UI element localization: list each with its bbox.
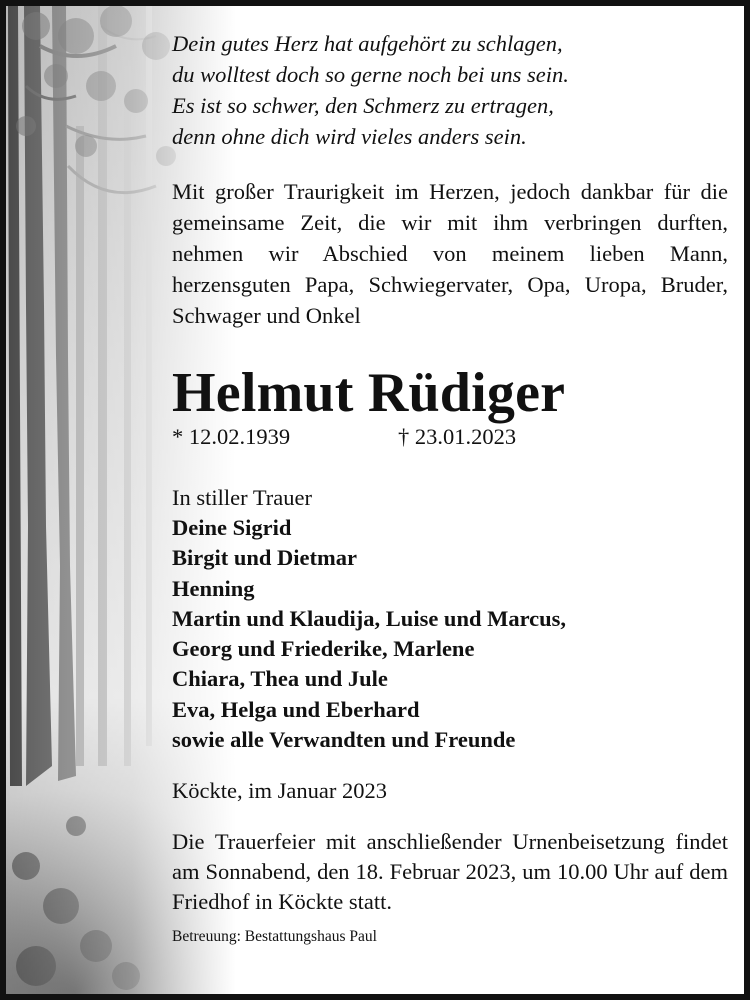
poem-line: Es ist so schwer, den Schmerz zu ertragen,: [172, 93, 554, 118]
ceremony-info: Die Trauerfeier mit anschließender Urnenbeisetzung findet am Sonnabend, den 18. Februar 2023, um 10.00 Uhr auf dem Friedhof in Köckte statt.: [172, 829, 728, 915]
mourners-block: [172, 483, 728, 755]
place-and-date: Köckte, im Januar 2023: [172, 778, 387, 804]
mourner-line: Henning: [172, 575, 255, 601]
mourner-line: Georg und Friederike, Marlene: [172, 636, 475, 662]
funeral-home-credit: Betreuung: Bestattungshaus Paul: [172, 928, 377, 946]
poem-line: du wolltest doch so gerne noch bei uns sein.: [172, 62, 569, 87]
mourners-list: [172, 513, 728, 755]
mourner-line: Deine Sigrid: [172, 515, 292, 540]
intro-text: Mit großer Traurigkeit im Herzen, jedoch dankbar für die gemeinsame Zeit, die wir mit ihm verbringen durften, nehmen wir Abschied von meinem lieben Mann, herzensguten Papa, Schwiegervater, Opa, Uropa, Bruder, Schwager und Onkel: [172, 179, 728, 328]
poem-line: denn ohne dich wird vieles anders sein.: [172, 124, 527, 149]
mourner-line: Eva, Helga und Eberhard: [172, 696, 420, 722]
birth-date: * 12.02.1939: [172, 424, 291, 449]
mourner-line: sowie alle Verwandten und Freunde: [172, 727, 516, 753]
life-dates: [172, 423, 728, 453]
deceased-name: Helmut Rüdiger: [172, 362, 566, 424]
mourning-label: In stiller Trauer: [172, 485, 312, 510]
notice-content: [172, 28, 728, 947]
death-date: † 23.01.2023: [398, 424, 517, 449]
memorial-poem: [172, 28, 728, 152]
mourner-line: Chiara, Thea und Jule: [172, 666, 388, 692]
mourner-line: Martin und Klaudija, Luise und Marcus,: [172, 605, 567, 631]
poem-line: Dein gutes Herz hat aufgehört zu schlagen,: [172, 31, 563, 56]
mourner-line: Birgit und Dietmar: [172, 545, 357, 571]
